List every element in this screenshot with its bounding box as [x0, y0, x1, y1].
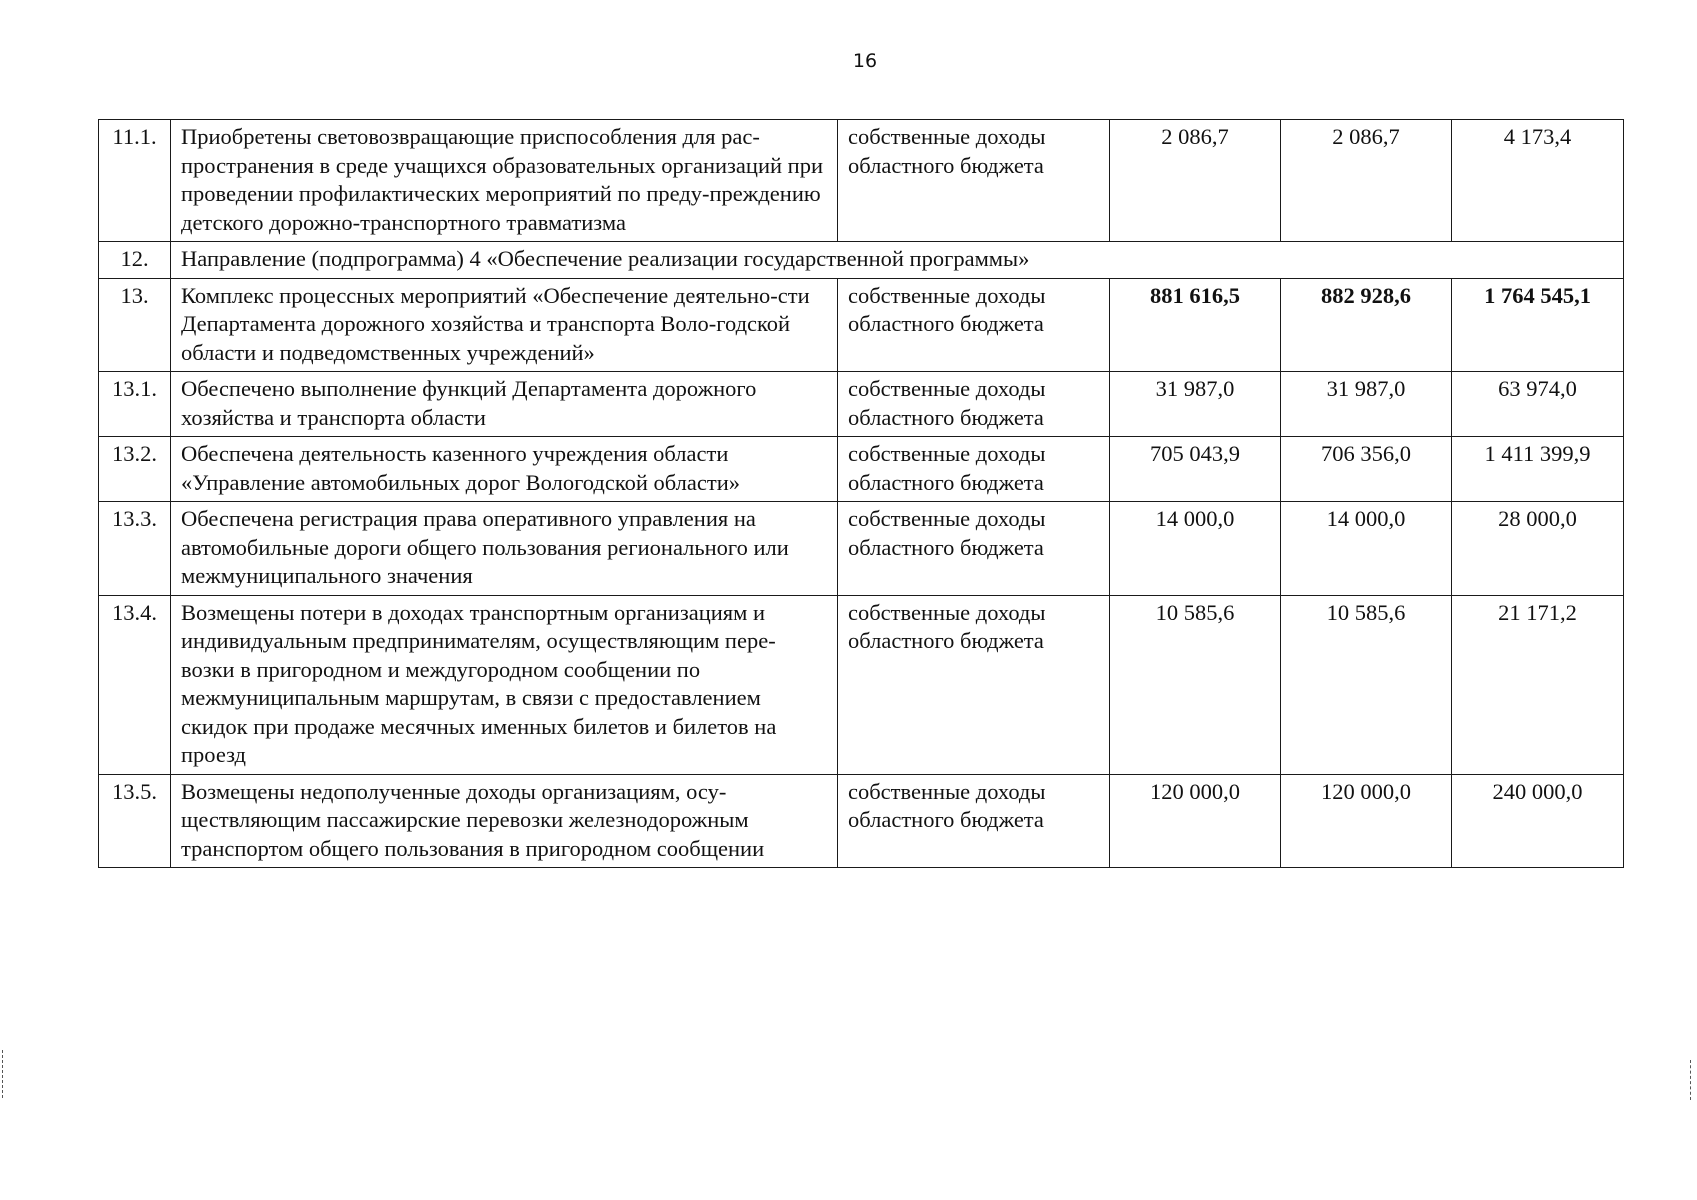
table-row	[99, 120, 1624, 242]
row-value-1: 31 987,0	[1110, 372, 1281, 437]
row-value-2: 2 086,7	[1281, 120, 1452, 242]
row-value-3: 4 173,4	[1452, 120, 1624, 242]
row-value-2: 120 000,0	[1281, 774, 1452, 868]
row-number: 13.1.	[99, 372, 171, 437]
row-value-1: 705 043,9	[1110, 437, 1281, 502]
row-source: собственные доходы областного бюджета	[838, 120, 1110, 242]
row-value-2: 882 928,6	[1281, 278, 1452, 372]
row-value-3: 1 411 399,9	[1452, 437, 1624, 502]
row-value-3: 63 974,0	[1452, 372, 1624, 437]
row-source: собственные доходы областного бюджета	[838, 595, 1110, 774]
row-name: Комплекс процессных мероприятий «Обеспечение деятельно-сти Департамента дорожного хозяйства и транспорта Воло-годской области и подведомственных учреждений»	[171, 278, 838, 372]
row-name: Возмещены потери в доходах транспортным организациям и индивидуальным предпринимателям, осуществляющим пере-возки в пригородном и междугородном сообщении по межмуниципальным маршрутам, в связи с предоставлением скидок при продаже месячных именных билетов и билетов на проезд	[171, 595, 838, 774]
table-row-section	[99, 242, 1624, 279]
row-value-1: 14 000,0	[1110, 502, 1281, 596]
row-value-3: 28 000,0	[1452, 502, 1624, 596]
row-value-1: 881 616,5	[1110, 278, 1281, 372]
table-row	[99, 372, 1624, 437]
row-source: собственные доходы областного бюджета	[838, 372, 1110, 437]
table-row	[99, 278, 1624, 372]
scan-edge-mark-left	[2, 1050, 11, 1098]
row-number: 13.3.	[99, 502, 171, 596]
row-number: 11.1.	[99, 120, 171, 242]
row-number: 12.	[99, 242, 171, 279]
row-value-1: 2 086,7	[1110, 120, 1281, 242]
row-value-3: 240 000,0	[1452, 774, 1624, 868]
row-number: 13.4.	[99, 595, 171, 774]
row-name: Обеспечено выполнение функций Департамента дорожного хозяйства и транспорта области	[171, 372, 838, 437]
row-number: 13.2.	[99, 437, 171, 502]
row-value-2: 14 000,0	[1281, 502, 1452, 596]
row-value-3: 21 171,2	[1452, 595, 1624, 774]
row-value-2: 10 585,6	[1281, 595, 1452, 774]
row-value-1: 10 585,6	[1110, 595, 1281, 774]
row-number: 13.5.	[99, 774, 171, 868]
table-row	[99, 774, 1624, 868]
row-number: 13.	[99, 278, 171, 372]
row-source: собственные доходы областного бюджета	[838, 502, 1110, 596]
row-name: Обеспечена регистрация права оперативного управления на автомобильные дороги общего пользования регионального или межмуниципального значения	[171, 502, 838, 596]
row-value-1: 120 000,0	[1110, 774, 1281, 868]
row-source: собственные доходы областного бюджета	[838, 774, 1110, 868]
section-heading: Направление (подпрограмма) 4 «Обеспечение реализации государственной программы»	[171, 242, 1624, 279]
row-source: собственные доходы областного бюджета	[838, 278, 1110, 372]
row-name: Обеспечена деятельность казенного учреждения области «Управление автомобильных дорог Вологодской области»	[171, 437, 838, 502]
row-value-2: 706 356,0	[1281, 437, 1452, 502]
table-row	[99, 502, 1624, 596]
scan-edge-mark-right	[1690, 1060, 1697, 1100]
table-row	[99, 437, 1624, 502]
row-name: Приобретены световозвращающие приспособления для рас-пространения в среде учащихся образовательных организаций при проведении профилактических мероприятий по преду-преждению детского дорожно-транспортного травматизма	[171, 120, 838, 242]
row-source: собственные доходы областного бюджета	[838, 437, 1110, 502]
row-name: Возмещены недополученные доходы организациям, осу-ществляющим пассажирские перевозки железнодорожным транспортом общего пользования в пригородном сообщении	[171, 774, 838, 868]
page-number: 16	[852, 50, 878, 72]
row-value-3: 1 764 545,1	[1452, 278, 1624, 372]
budget-table	[98, 119, 1624, 868]
table-row	[99, 595, 1624, 774]
row-value-2: 31 987,0	[1281, 372, 1452, 437]
